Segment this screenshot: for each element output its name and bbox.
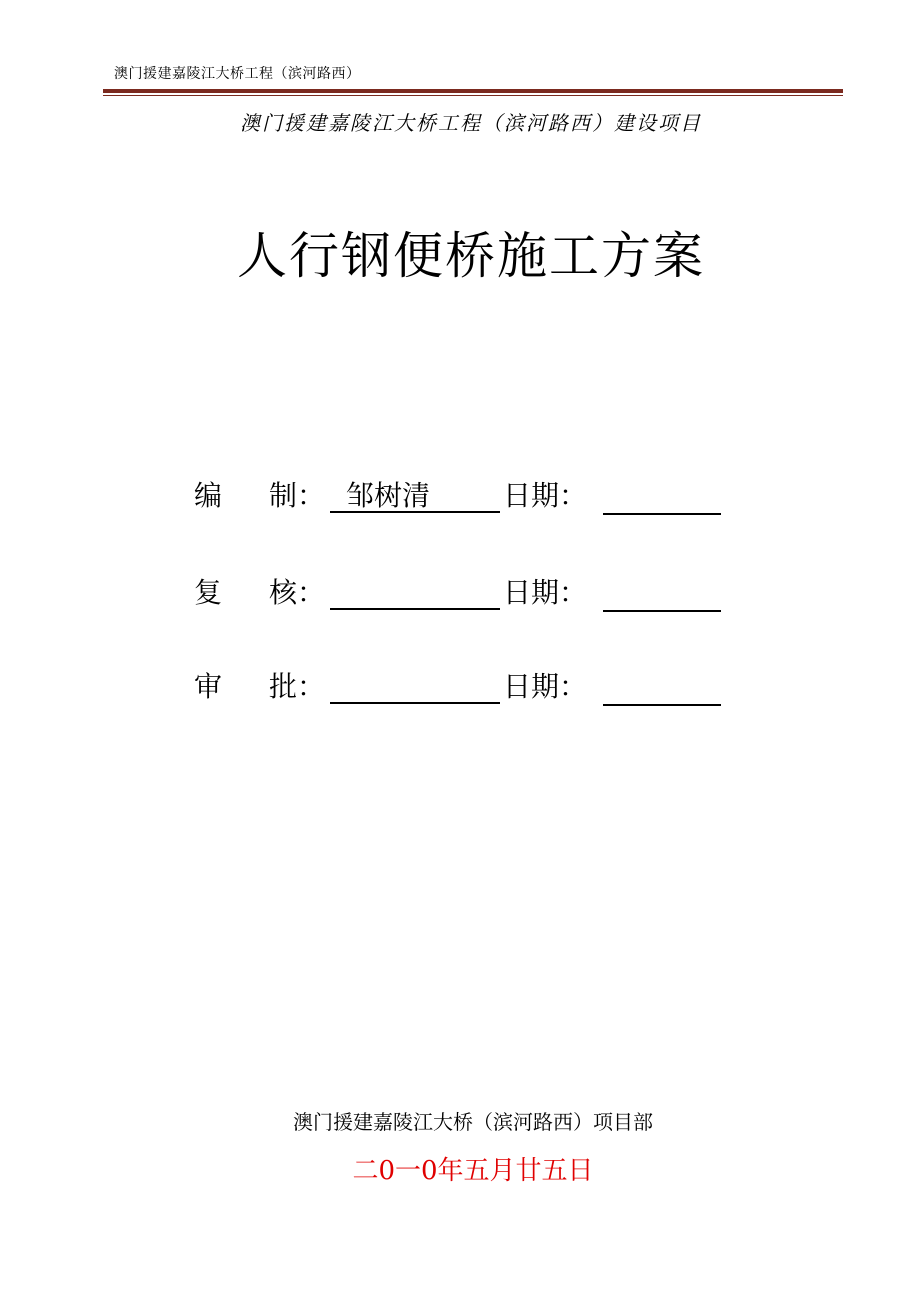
signer-name-field bbox=[330, 667, 500, 704]
role-char: 批 bbox=[268, 670, 297, 703]
date-field bbox=[603, 667, 721, 706]
date-field bbox=[603, 573, 721, 612]
date-field bbox=[603, 476, 721, 515]
role-char: 复 bbox=[194, 576, 223, 609]
document-title: 人行钢便桥施工方案 bbox=[237, 227, 705, 285]
date-label: 日期： bbox=[503, 670, 588, 703]
header-rule-thin bbox=[103, 95, 843, 96]
role-colon: ： bbox=[297, 479, 326, 512]
role-char: 核 bbox=[268, 576, 297, 609]
page-header: 澳门援建嘉陵江大桥工程（滨河路西） bbox=[114, 66, 361, 82]
role-colon: ： bbox=[297, 670, 326, 703]
date-label: 日期： bbox=[503, 576, 588, 609]
footer-organization: 澳门援建嘉陵江大桥（滨河路西）项目部 bbox=[293, 1110, 653, 1134]
role-char: 编 bbox=[194, 479, 223, 512]
header-rule-thick bbox=[103, 89, 843, 93]
signer-name-field: 邹树清 bbox=[330, 476, 500, 513]
role-char: 制 bbox=[268, 479, 297, 512]
role-colon: ： bbox=[297, 576, 326, 609]
role-char: 审 bbox=[194, 670, 223, 703]
date-label: 日期： bbox=[503, 479, 588, 512]
project-name: 澳门援建嘉陵江大桥工程（滨河路西）建设项目 bbox=[240, 111, 702, 135]
footer-date: 二0一0年五月廿五日 bbox=[352, 1156, 594, 1186]
signer-name-field bbox=[330, 573, 500, 610]
